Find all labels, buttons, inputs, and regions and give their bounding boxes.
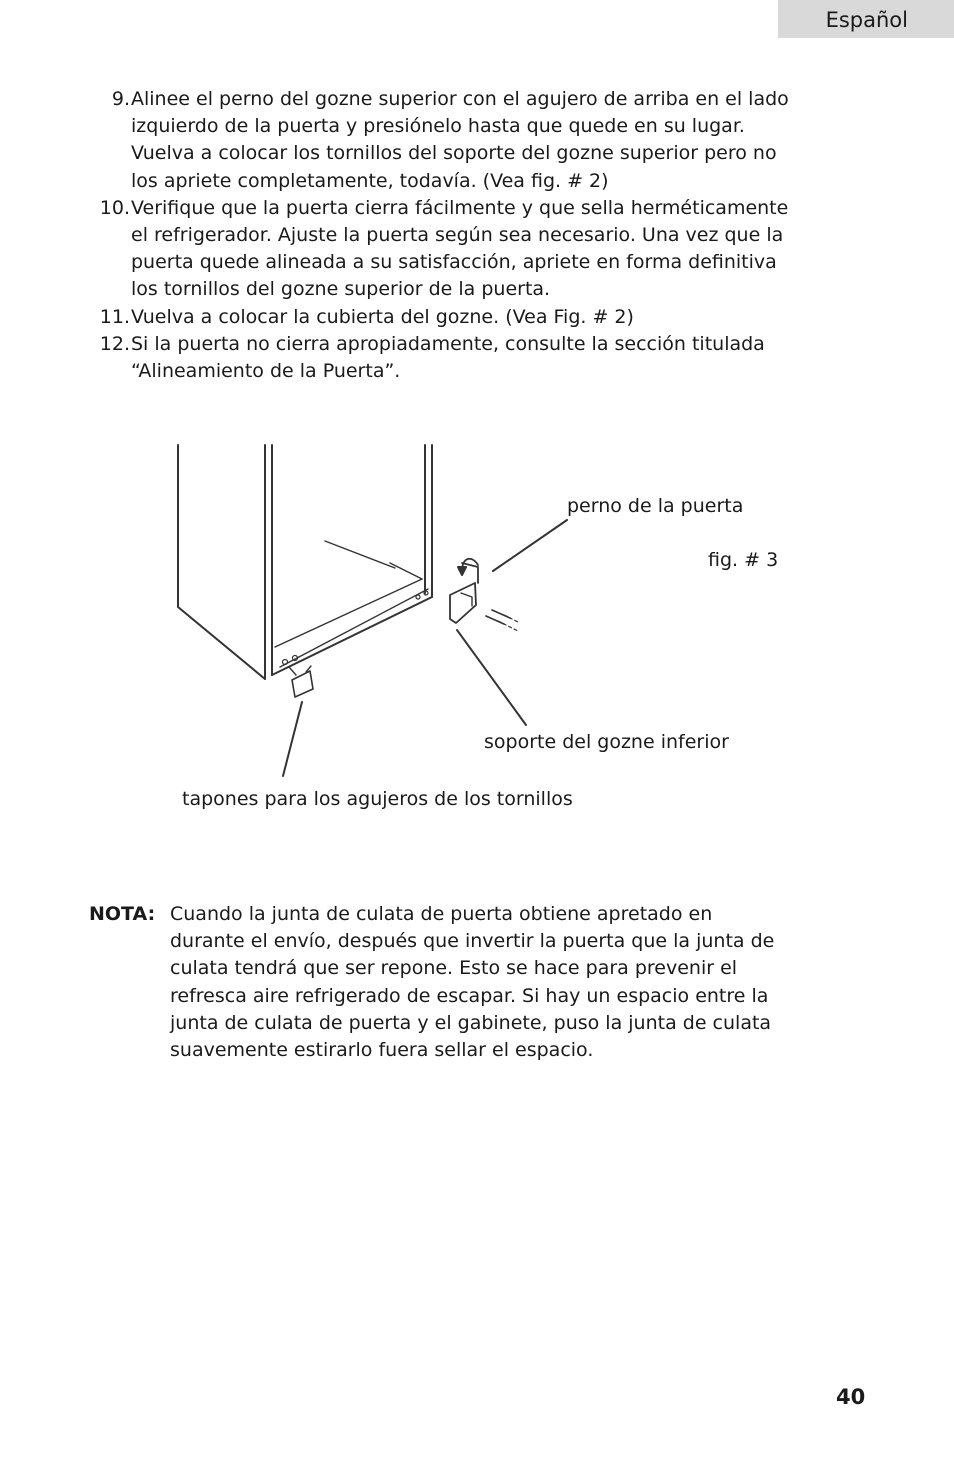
- language-tab: Español: [778, 0, 954, 38]
- door-pin-label: perno de la puerta: [567, 495, 744, 517]
- step-number: 9.: [111, 88, 130, 110]
- step-12: [85, 331, 795, 385]
- step-text: Verifique que la puerta cierra fácilmente y que sella herméticamente el refrigerador. Ajuste la puerta según sea necesario. Una vez que la puerta quede alineada a su satisfacción, apriete en forma definitiva los tornillos del gozne superior de la puerta.: [131, 196, 789, 301]
- step-text: Si la puerta no cierra apropiadamente, consulte la sección titulada “Alineamiento de la Puerta”.: [131, 332, 765, 383]
- step-number: 11.: [99, 305, 130, 328]
- instruction-steps: [85, 86, 795, 385]
- step-number: 12.: [99, 332, 130, 355]
- step-11: [85, 304, 795, 331]
- note-label: NOTA:: [89, 903, 156, 925]
- step-9: [85, 86, 795, 195]
- screw-hole-plugs-label: tapones para los agujeros de los tornillos: [182, 788, 573, 810]
- page-number: 40: [836, 1385, 866, 1409]
- door-hinge-figure: [160, 435, 800, 825]
- note-text: Cuando la junta de culata de puerta obtiene apretado en durante el envío, después que invertir la puerta que la junta de culata tendrá que ser repone. Esto se hace para prevenir el refresca aire refrigerado de escapar. Si hay un espacio entre la junta de culata de puerta y el gabinete, puso la junta de culata suavemente estirarlo fuera sellar el espacio.: [170, 903, 775, 1062]
- figure-caption: fig. # 3: [708, 549, 779, 571]
- step-10: [85, 195, 795, 304]
- bottom-hinge-bracket-label: soporte del gozne inferior: [484, 731, 729, 753]
- step-text: Vuelva a colocar la cubierta del gozne. (Vea Fig. # 2): [131, 305, 634, 328]
- refrigerator-drawing: [160, 435, 800, 825]
- note-block: [89, 901, 789, 1064]
- step-text: Alinee el perno del gozne superior con el agujero de arriba en el lado izquierdo de la puerta y presiónelo hasta que quede en su lugar. Vuelva a colocar los tornillos del soporte del gozne superior pero no los apriete completamente, todavía. (Vea fig. # 2): [131, 88, 789, 192]
- step-number: 10.: [99, 196, 130, 219]
